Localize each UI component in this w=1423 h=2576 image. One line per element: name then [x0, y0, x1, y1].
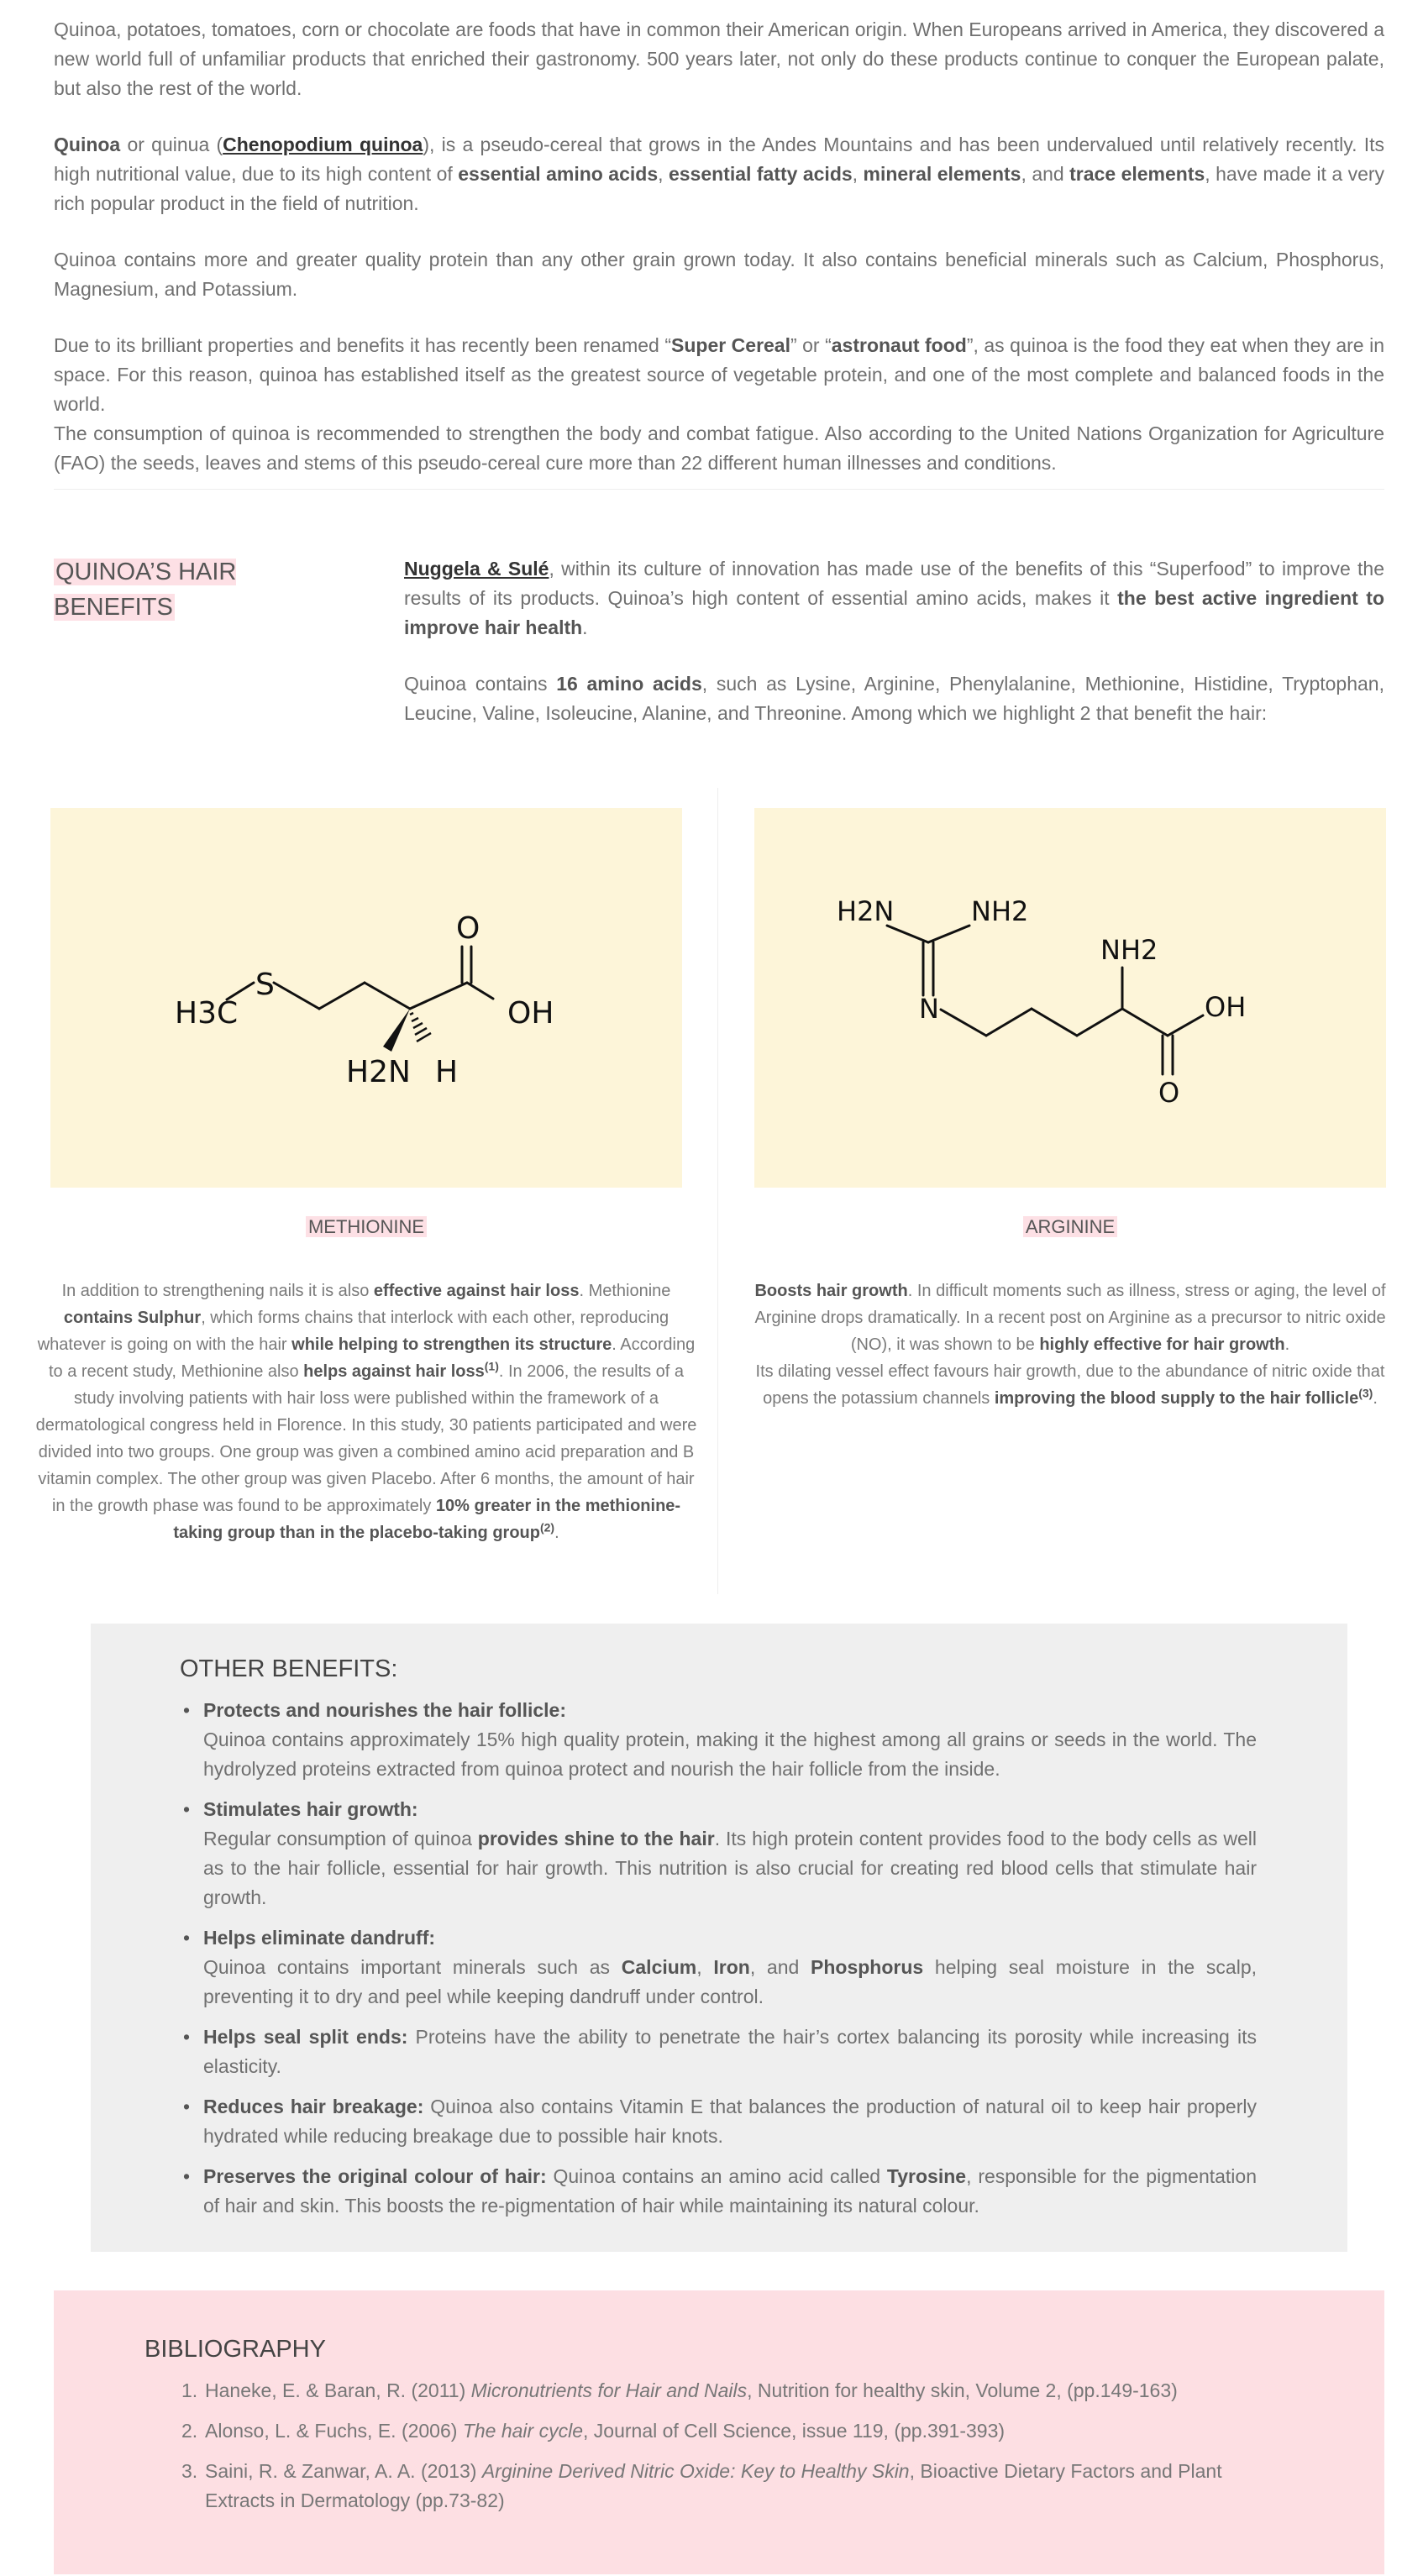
- text-span: Regular consumption of quinoa: [203, 1828, 478, 1849]
- bold-text: Iron: [713, 1956, 750, 1978]
- bond: [410, 983, 467, 1009]
- bold-text: the best active ingredient to improve hair health: [404, 587, 1384, 638]
- text-span: Quinoa contains important minerals such as: [203, 1956, 622, 1978]
- text-span: In addition to strengthening nails it is also: [61, 1282, 374, 1300]
- text-span: Saini, R. & Zanwar, A. A. (2013): [205, 2460, 482, 2482]
- reference-item: [181, 2416, 1252, 2446]
- column-divider: [717, 788, 718, 1594]
- footnote-ref: (3): [1358, 1386, 1373, 1400]
- text-span: Alonso, L. & Fuchs, E. (2006): [205, 2420, 463, 2442]
- bold-text: essential fatty acids: [668, 163, 853, 185]
- arginine-structure-image: [754, 808, 1386, 1188]
- reference-title: Arginine Derived Nitric Oxide: Key to Healthy Skin: [481, 2460, 910, 2482]
- benefit-item: [180, 2092, 1257, 2151]
- text-span: , and: [749, 1956, 811, 1978]
- text-span: , Journal of Cell Science, issue 119, (pp.391-393): [583, 2420, 1006, 2442]
- bold-text: highly effective for hair growth: [1039, 1335, 1285, 1354]
- text-span: ,: [696, 1956, 714, 1978]
- oxygen-label: O: [456, 911, 480, 946]
- arginine-title: [754, 1215, 1386, 1240]
- text-span: , within its culture of innovation has made use of the benefits of this “Superfood” to improve the results of its products. Quinoa’s high content of essential amino acids, makes it: [404, 558, 1384, 609]
- sulfur-label: S: [255, 968, 275, 1002]
- bold-text: astronaut food: [831, 334, 967, 356]
- arginine-description: [738, 1278, 1403, 1412]
- reference-number: 1.: [181, 2379, 198, 2401]
- intro-paragraph-4: [54, 331, 1384, 419]
- bold-text: Super Cereal: [671, 334, 790, 356]
- text-span: Quinoa also contains Vitamin E that balances the production of natural oil to keep hair properly hydrated while reducing breakage due to possible hair knots.: [203, 2096, 1257, 2147]
- hair-benefits-title: [54, 554, 306, 625]
- text-span: ” or “: [790, 334, 832, 356]
- bond: [1077, 1009, 1122, 1036]
- benefit-heading: Protects and nourishes the hair follicle:: [203, 1699, 566, 1721]
- text-span: ”, as quinoa is the food they eat when they are in space. For this reason, quinoa has established itself as the greatest source of vegetable protein, and one of the most complete and balanced foods in the world.: [54, 334, 1384, 415]
- bold-text: provides shine to the hair: [477, 1828, 715, 1849]
- oxygen-label: O: [1158, 1077, 1180, 1109]
- bold-text: mineral elements: [863, 163, 1021, 185]
- text-span: ,: [658, 163, 669, 185]
- bond: [274, 983, 319, 1009]
- footnote-ref: (1): [484, 1359, 499, 1373]
- arginine-structure-diagram: [754, 808, 1386, 1188]
- bond: [1122, 1009, 1168, 1036]
- hash-bond: [410, 1013, 431, 1041]
- benefit-heading: Preserves the original colour of hair:: [203, 2165, 547, 2187]
- text-span: . In difficult moments such as illness, stress or aging, the level of Arginine drops dramatically. In a recent post on Arginine as a precursor to nitric oxide (NO), it was shown to be: [754, 1282, 1386, 1354]
- quinoa-bold: Quinoa: [54, 134, 121, 155]
- intro-paragraph-3: Quinoa contains more and greater quality protein than any other grain grown today. It also contains beneficial minerals such as Calcium, Phosphorus, Magnesium, and Potassium.: [54, 249, 1384, 300]
- text-span: . In 2006, the results of a study involving patients with hair loss were published within the framework of a dermatological congress held in Florence. In this study, 30 patients participated and were divided into two groups. One group was given a combined amino acid preparation and B vitamin complex. The other group was given Placebo. After 6 months, the amount of hair in the growth phase was found to be approximately: [35, 1362, 697, 1515]
- amine-label: H2N: [346, 1055, 411, 1089]
- bold-text: 16 amino acids: [556, 673, 702, 695]
- text-span: , responsible for the pigmentation of hair and skin. This boosts the re-pigmentation of hair while maintaining its natural colour.: [203, 2165, 1258, 2217]
- bold-text: 10% greater in the methionine-taking group than in the placebo-taking group: [173, 1497, 681, 1542]
- text-span: helping seal moisture in the scalp, preventing it to dry and peel while keeping dandruff under control.: [203, 1956, 1258, 2007]
- section-divider: [54, 489, 1384, 490]
- h3c-label: H3C: [175, 996, 239, 1031]
- benefit-heading: Helps seal split ends:: [203, 2026, 408, 2048]
- text-span: .: [582, 616, 588, 638]
- bold-text: Calcium: [621, 1956, 697, 1978]
- bold-text: Phosphorus: [811, 1956, 924, 1978]
- text-span: . Its high protein content provides food to the body cells as well as to the hair follicle, essential for hair growth. This nutrition is also crucial for creating red blood cells that stimulate hair growth.: [203, 1828, 1257, 1908]
- text-span: .: [554, 1524, 559, 1542]
- text-span: , have made it a very rich popular product in the field of nutrition.: [54, 163, 1385, 214]
- alpha-nh2-label: NH2: [1100, 934, 1158, 966]
- benefit-heading: Helps eliminate dandruff:: [203, 1927, 436, 1949]
- other-benefits-box: [91, 1624, 1347, 2252]
- bold-text: trace elements: [1069, 163, 1205, 185]
- title-highlight: QUINOA’S HAIR BENEFITS: [54, 559, 237, 621]
- intro-paragraph-1: Quinoa, potatoes, tomatoes, corn or chocolate are foods that have in common their American origin. When Europeans arrived in America, they discovered a new world full of unfamiliar products that enriched their gastronomy. 500 years later, not only do these products continue to conquer the European palate, but also the rest of the world.: [54, 18, 1385, 99]
- text-span: , which forms chains that interlock with each other, reproducing whatever is going on with the hair: [37, 1309, 669, 1354]
- text-span: Quinoa contains: [404, 673, 557, 695]
- methionine-structure-image: [50, 808, 682, 1188]
- intro-paragraph-5: The consumption of quinoa is recommended to strengthen the body and combat fatigue. Also according to the United Nations Organization for Agriculture (FAO) the seeds, leaves and stems of this pseudo-cereal cure more than 22 different human illnesses and conditions.: [54, 422, 1384, 474]
- methionine-structure-diagram: [50, 808, 682, 1188]
- bold-text: contains Sulphur: [63, 1309, 202, 1327]
- bibliography-box: [54, 2290, 1384, 2574]
- arginine-paragraph-2: [738, 1358, 1403, 1412]
- bond: [365, 983, 410, 1009]
- text-span: Haneke, E. & Baran, R. (2011): [205, 2379, 471, 2401]
- benefit-heading: Reduces hair breakage:: [203, 2096, 424, 2117]
- bold-text: improving the blood supply to the hair follicle: [994, 1389, 1359, 1408]
- reference-item: [181, 2376, 1252, 2405]
- text-span: , Nutrition for healthy skin, Volume 2, (pp.149-163): [747, 2379, 1178, 2401]
- benefit-item: [180, 1696, 1257, 1784]
- text-span: .: [1373, 1389, 1378, 1408]
- reference-number: 2.: [181, 2420, 198, 2442]
- nuggela-sule-link[interactable]: Nuggela & Sulé: [404, 558, 549, 580]
- bold-text: Boosts hair growth: [754, 1282, 908, 1300]
- bold-text: Tyrosine: [886, 2165, 967, 2187]
- bold-text: effective against hair loss: [373, 1282, 580, 1300]
- hydrogen-label: H: [435, 1055, 459, 1089]
- other-benefits-title: OTHER BENEFITS:: [180, 1655, 398, 1682]
- h2n-label: H2N: [837, 895, 895, 927]
- benefit-item: [180, 2162, 1257, 2221]
- bond: [1168, 1015, 1203, 1036]
- bond: [319, 983, 365, 1009]
- footnote-ref: (2): [539, 1520, 555, 1535]
- text-span: .: [1284, 1335, 1290, 1354]
- bibliography-list: [181, 2376, 1252, 2526]
- nitrogen-label: N: [919, 993, 939, 1025]
- reference-number: 3.: [181, 2460, 198, 2482]
- methionine-paragraph: [34, 1278, 699, 1546]
- benefit-item: [180, 2023, 1257, 2081]
- reference-title: Micronutrients for Hair and Nails: [470, 2379, 748, 2401]
- benefit-heading: Stimulates hair growth:: [203, 1798, 418, 1820]
- bond: [887, 926, 928, 942]
- bond: [986, 1009, 1032, 1036]
- text-span: . Methionine: [579, 1282, 671, 1300]
- hydroxyl-label: OH: [507, 996, 554, 1031]
- bond: [928, 926, 969, 942]
- hair-paragraph-1: [404, 554, 1384, 643]
- text-span: ), is a pseudo-cereal that grows in the Andes Mountains and has been undervalued until relatively recently. Its high nutritional value, due to its high content of: [54, 134, 1384, 185]
- benefit-item: [180, 1795, 1257, 1912]
- intro-section: [54, 15, 1384, 505]
- bibliography-title: BIBLIOGRAPHY: [144, 2336, 326, 2363]
- chenopodium-quinoa-link[interactable]: Chenopodium quinoa: [223, 134, 423, 155]
- text-span: , and: [1021, 163, 1070, 185]
- title-highlight: METHIONINE: [306, 1216, 427, 1237]
- arginine-paragraph-1: [738, 1278, 1403, 1358]
- text-span: Quinoa contains approximately 15% high quality protein, making it the highest among all grains or seeds in the world. The hydrolyzed proteins extracted from quinoa protect and nourish the hair follicle from the inside.: [203, 1729, 1257, 1780]
- text-span: or quinua (: [120, 134, 223, 155]
- methionine-description: [34, 1278, 699, 1546]
- text-span: Proteins have the ability to penetrate the hair’s cortex balancing its porosity while increasing its elasticity.: [203, 2026, 1257, 2077]
- intro-paragraph-2: [54, 130, 1384, 218]
- text-span: Its dilating vessel effect favours hair growth, due to the abundance of nitric oxide that opens the potassium channels: [755, 1362, 1385, 1408]
- hair-benefits-text: [404, 554, 1384, 755]
- bond: [941, 1010, 986, 1036]
- text-span: ,: [852, 163, 864, 185]
- title-highlight: ARGININE: [1023, 1216, 1117, 1237]
- nh2-label: NH2: [971, 895, 1029, 927]
- wedge-bond: [383, 1009, 410, 1052]
- reference-item: [181, 2457, 1252, 2516]
- bold-text: while helping to strengthen its structure: [291, 1335, 612, 1354]
- benefit-item: [180, 1923, 1257, 2012]
- text-span: , such as Lysine, Arginine, Phenylalanine, Methionine, Histidine, Tryptophan, Leucine, Valine, Isoleucine, Alanine, and Threonine. Among which we highlight 2 that benefit the hair:: [404, 673, 1384, 724]
- bond: [467, 983, 493, 999]
- other-benefits-list: [180, 1696, 1257, 2232]
- bond: [1032, 1009, 1077, 1036]
- text-span: , Bioactive Dietary Factors and Plant Extracts in Dermatology (pp.73-82): [205, 2460, 1222, 2511]
- bold-text: essential amino acids: [458, 163, 659, 185]
- text-span: Due to its brilliant properties and benefits it has recently been renamed “: [54, 334, 671, 356]
- methionine-title: [50, 1215, 682, 1240]
- text-span: Quinoa contains an amino acid called: [546, 2165, 887, 2187]
- text-span: . According to a recent study, Methionine also: [48, 1335, 696, 1381]
- hydroxyl-label: OH: [1205, 991, 1247, 1023]
- bold-text: helps against hair loss: [303, 1362, 485, 1381]
- hair-paragraph-2: [404, 669, 1384, 728]
- reference-title: The hair cycle: [462, 2420, 583, 2442]
